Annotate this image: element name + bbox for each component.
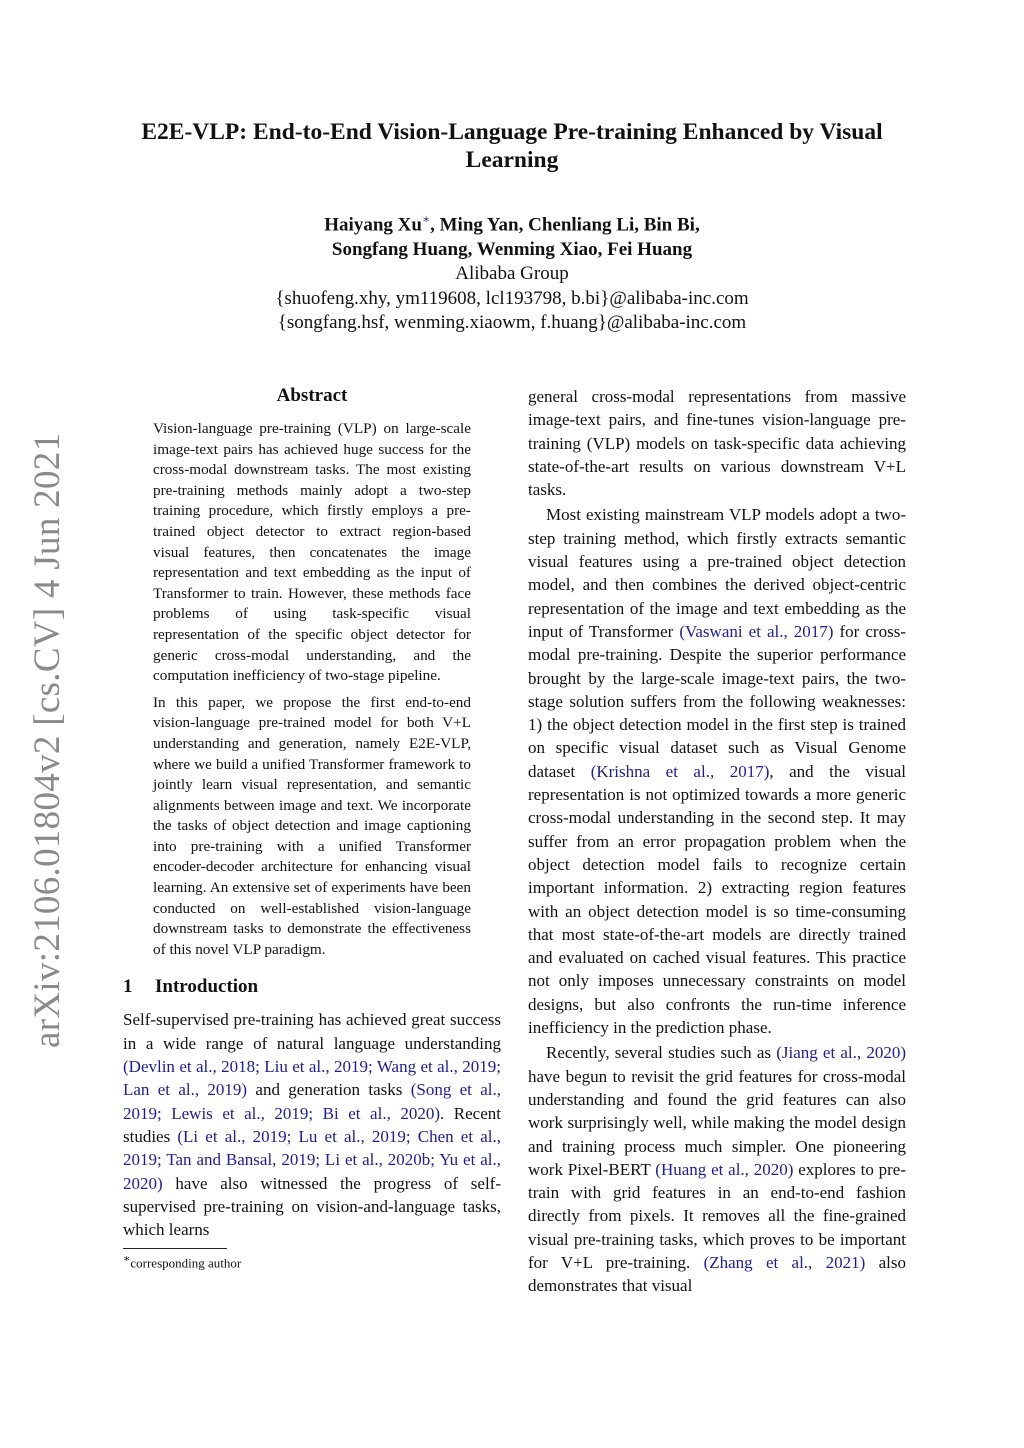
- first-author: Haiyang Xu: [324, 214, 422, 236]
- citation-link[interactable]: (Jiang et al., 2020): [776, 1043, 906, 1063]
- citation-link[interactable]: (Krishna et al., 2017): [590, 761, 770, 781]
- abstract-paragraph-2: In this paper, we propose the first end-to-end vision-language pre-trained model for both V+L understanding and generation, namely E2E-VLP, where we build a unified Transformer framework to jointly learn visual representation, and semantic alignments between image and text. We incorporate the tasks of object detection and image captioning into pre-training with a unified Transformer encoder-decoder architecture for enhancing visual learning. An extensive set of experiments have been conducted on well-established vision-language downstream tasks to demonstrate the effectiveness of this novel VLP paradigm.: [153, 693, 471, 958]
- citation-link[interactable]: (Huang et al., 2020): [655, 1159, 794, 1179]
- abstract-body: [153, 419, 471, 960]
- left-column: [123, 385, 501, 1272]
- footnote-mark: ∗: [123, 1253, 131, 1266]
- citation-link[interactable]: (Song et al., 2019; Lewis et al., 2019; Bi et al., 2020): [123, 1080, 502, 1123]
- section-number: 1: [123, 976, 133, 998]
- right-paragraph-2: Most existing mainstream VLP models adopt a two-step training method, which firstly extracts semantic visual features using a pre-trained object detection model, and then combines the derived object-centric representation of the image and text embedding as the input of Transformer (Vaswani et al., 2017) for cross-modal pre-training. Despite the superior performance brought by the large-scale image-text pairs, the two-stage solution suffers from the following weaknesses: 1) the object detection model in the first step is trained on specific visual dataset such as Visual Genome dataset (Krishna et al., 2017), and the visual representation is not optimized towards a more generic cross-modal understanding in the second step. It may suffer from an error propagation problem when the object detection model fails to recognize certain important information. 2) extracting region features with an object detection model is so time-consuming that most state-of-the-art models are directly trained and evaluated on cached visual features. This practice not only imposes unnecessary constraints on model designs, but also confronts the run-time inference inefficiency in the prediction phase.: [528, 505, 907, 1038]
- paper-title: E2E-VLP: End-to-End Vision-Language Pre-training Enhanced by Visual Learning: [141, 119, 883, 173]
- footnote-rule: [123, 1248, 227, 1249]
- section-heading-introduction: [123, 976, 501, 998]
- abstract-heading: Abstract: [276, 385, 348, 406]
- affiliation: Alibaba Group: [455, 263, 569, 285]
- email-line-2: {songfang.hsf, wenming.xiaowm, f.huang}@alibaba-inc.com: [277, 312, 747, 334]
- citation-link[interactable]: (Li et al., 2019; Lu et al., 2019; Chen et al., 2019; Tan and Bansal, 2019; Li et al., 2020b; Yu et al., 2020): [123, 1126, 501, 1193]
- email-line-1: {shuofeng.xhy, ym119608, lcl193798, b.bi}@alibaba-inc.com: [275, 287, 749, 309]
- footnote-text: corresponding author: [130, 1255, 242, 1271]
- authors-line-1: [100, 207, 924, 238]
- section-title: Introduction: [155, 976, 259, 998]
- footnote: [123, 1252, 501, 1271]
- citation-link[interactable]: (Zhang et al., 2021): [703, 1252, 866, 1272]
- citation-link[interactable]: (Devlin et al., 2018; Liu et al., 2019; Wang et al., 2019; Lan et al., 2019): [123, 1057, 501, 1100]
- right-column: [528, 385, 906, 1298]
- author-block: [100, 207, 924, 336]
- intro-paragraph-1: Self-supervised pre-training has achieved great success in a wide range of natural language understanding (Devlin et al., 2018; Liu et al., 2019; Wang et al., 2019; Lan et al., 2019) and generation tasks (Song et al., 2019; Lewis et al., 2019; Bi et al., 2020). Recent studies (Li et al., 2019; Lu et al., 2019; Chen et al., 2019; Tan and Bansal, 2019; Li et al., 2020b; Yu et al., 2020) have also witnessed the progress of self-supervised pre-training on vision-and-language tasks, which learns: [123, 1010, 502, 1240]
- authors-line-2: Songfang Huang, Wenming Xiao, Fei Huang: [331, 238, 693, 260]
- corresponding-mark: ∗: [421, 212, 431, 226]
- citation-link[interactable]: (Vaswani et al., 2017): [679, 621, 834, 641]
- other-authors: , Ming Yan, Chenliang Li, Bin Bi,: [430, 214, 700, 236]
- arxiv-identifier: arXiv:2106.01804v2 [cs.CV] 4 Jun 2021: [27, 432, 68, 1048]
- abstract-paragraph-1: Vision-language pre-training (VLP) on large-scale image-text pairs has achieved huge success for the cross-modal downstream tasks. The most existing pre-training methods mainly adopt a two-step training procedure, which firstly employs a pre-trained object detector to extract region-based visual features, then concatenates the image representation and text embedding as the input of Transformer to train. However, these methods face problems of using task-specific visual representation of the specific object detector for generic cross-modal understanding, and the computation inefficiency of two-stage pipeline.: [153, 420, 471, 685]
- right-paragraph-3: Recently, several studies such as (Jiang et al., 2020) have begun to revisit the grid features for cross-modal understanding and found the grid features can also work surprisingly well, while making the model design and training process much simpler. One pioneering work Pixel-BERT (Huang et al., 2020) explores to pre-train with grid features in an end-to-end fashion directly from pixels. It removes all the fine-grained visual pre-training tasks, which proves to be important for V+L pre-training. (Zhang et al., 2021) also demonstrates that visual: [528, 1043, 906, 1296]
- right-paragraph-1: general cross-modal representations from massive image-text pairs, and fine-tunes vision-language pre-training (VLP) models on task-specific data achieving state-of-the-art results on various downstream V+L tasks.: [528, 387, 906, 500]
